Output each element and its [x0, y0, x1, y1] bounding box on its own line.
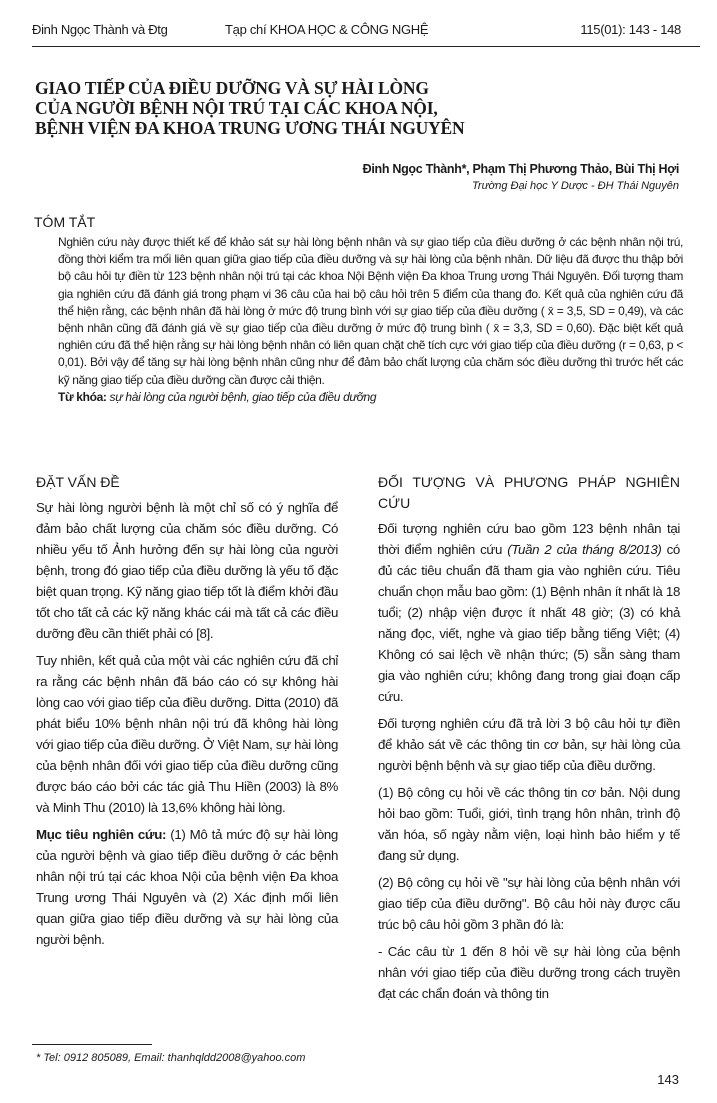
footnote: * Tel: 0912 805089, Email: thanhqldd2008@yahoo.com — [36, 1052, 306, 1064]
title-line: GIAO TIẾP CỦA ĐIỀU DƯỠNG VÀ SỰ HÀI LÒNG — [35, 78, 429, 98]
left-column — [36, 472, 338, 956]
running-author: Đinh Ngọc Thành và Đtg — [32, 22, 168, 37]
keywords-label: Từ khóa: — [58, 389, 107, 404]
header-rule — [32, 46, 700, 47]
paragraph: Sự hài lòng người bệnh là một chỉ số có ý nghĩa để đảm bảo chất lượng của chăm sóc điều dưỡng. Có nhiều yếu tố Ảnh hưởng đến sự hài lòng của người bệnh, trong đó giao tiếp của điều dưỡng là yếu tố đặc biệt quan trọng. Kỹ năng giao tiếp tốt là điểm khởi đầu tốt cho tất cả các kỹ năng khác cái mà tất cả các điều dưỡng đều cần thiết phải có [8]. — [36, 500, 338, 641]
authors: Đinh Ngọc Thành*, Phạm Thị Phương Thảo, Bùi Thị Hợi — [362, 162, 679, 176]
abstract — [58, 234, 683, 406]
objectives-label: Mục tiêu nghiên cứu: — [36, 827, 167, 842]
keywords-text: sự hài lòng của người bệnh, giao tiếp của điều dưỡng — [109, 389, 377, 404]
paragraph — [36, 824, 338, 950]
abstract-text: Nghiên cứu này được thiết kế để khảo sát sự hài lòng bệnh nhân và sự giao tiếp của điều dưỡng ở các bệnh nhân nội trú, đồng thời kiểm tra mối liên quan giữa giao tiếp của điều dưỡng và sự hài lòng của bệnh nhân. Dữ liệu đã được thu thập bởi bộ câu hỏi tự điền từ 123 bệnh nhân nội trú tại các khoa Nội Bệnh viện Đa khoa Trung ương Thái Nguyên. Đối tượng tham gia nghiên cứu đã đánh giá trong phạm vi 36 câu của hai bộ câu hỏi trên 5 điểm của thang đo. Kết quả của nghiên cứu đã thể hiện rằng, các bệnh nhân đã hài lòng ở mức độ trung bình với sự giao tiếp của điều dưỡng ( x̄ = 3,5, SD = 0,49), và các bệnh nhân cũng đã đánh giá về sự giao tiếp của điều dưỡng ở mức độ trung bình ( x̄ = 3,3, SD = 0,60). Đặc biệt kết quả nghiên cứu đã thể hiện rằng sự hài lòng bệnh nhân có liên quan chặt chẽ tích cực với giao tiếp của điều dưỡng (r = 0,63, p < 0,01). Bởi vậy để tăng sự hài lòng bệnh nhân cũng như để đảm bảo chất lượng của chăm sóc điều dưỡng thì trước hết các kỹ năng giao tiếp của điều dưỡng cần được cải thiện. — [58, 235, 683, 387]
title-line: CỦA NGƯỜI BỆNH NỘI TRÚ TẠI CÁC KHOA NỘI, — [35, 98, 438, 118]
footnote-rule — [32, 1044, 152, 1045]
text: có đủ các tiêu chuẩn đã tham gia vào nghiên cứu. Tiêu chuẩn chọn mẫu bao gồm: (1) Bệnh nhân ít nhất là 18 tuổi; (2) nhập viện được ít nhất 48 giờ; (3) có khả năng đọc, viết, nghe và giao tiếp bằng tiếng Việt; (4) Không có sai lệch về nhận thức; (5) sẵn sàng tham gia vào nghiên cứu; không đang trong giai đoạn cấp cứu. — [378, 542, 680, 704]
paragraph: Tuy nhiên, kết quả của một vài các nghiên cứu đã chỉ ra rằng các bệnh nhân đã báo cáo có sự không hài lòng cao với giao tiếp của điều dưỡng. Ditta (2010) đã phát biểu 10% bệnh nhân nội trú đã không hài lòng với giao tiếp của điều dưỡng. Ở Việt Nam, sự hài lòng của bệnh nhân đối với giao tiếp của điều dưỡng cũng được báo cáo bởi các tác giả Thu Hiền (2003) là 8% và Minh Thu (2010) là 13,6% không hài lòng. — [36, 653, 338, 815]
page-number: 143 — [657, 1072, 679, 1087]
section-heading: ĐẶT VẤN ĐỀ — [36, 474, 120, 490]
paragraph: Đối tượng nghiên cứu đã trả lời 3 bộ câu hỏi tự điền để khảo sát về các thông tin cơ bản, sự hài lòng của người bệnh bệnh và sự giao tiếp của điều dưỡng. — [378, 716, 680, 773]
right-column — [378, 472, 680, 1010]
paragraph: (1) Bộ công cụ hỏi về các thông tin cơ bản. Nội dung hỏi bao gồm: Tuổi, giới, tình trạng hôn nhân, trình độ văn hóa, số ngày nằm viện, loại hình bảo hiểm y tế đang sử dụng. — [378, 785, 680, 863]
section-heading: ĐỐI TƯỢNG VÀ PHƯƠNG PHÁP NGHIÊN CỨU — [378, 474, 680, 511]
paragraph: (2) Bộ công cụ hỏi về "sự hài lòng của bệnh nhân với giao tiếp của điều dưỡng". Bộ câu hỏi này được cấu trúc bộ câu hỏi gồm 3 phần đó là: — [378, 875, 680, 932]
journal-name: Tạp chí KHOA HỌC & CÔNG NGHỆ — [225, 22, 429, 37]
keywords — [58, 389, 683, 406]
issue-pages: 115(01): 143 - 148 — [580, 22, 681, 37]
text-italic: (Tuần 2 của tháng 8/2013) — [507, 542, 662, 557]
objectives-text: (1) Mô tả mức độ sự hài lòng của người bệnh và giao tiếp điều dưỡng ở các bệnh nhân nội trú tại các khoa Nội của bệnh viện Đa khoa Trung ương Thái Nguyên và (2) Xác định mối liên quan giữa giao tiếp điều dưỡng và sự hài lòng của người bệnh. — [36, 827, 338, 947]
paragraph — [378, 518, 680, 707]
affiliation: Trường Đại học Y Dược - ĐH Thái Nguyên — [472, 180, 679, 192]
paper-title — [35, 78, 464, 138]
title-line: BỆNH VIỆN ĐA KHOA TRUNG ƯƠNG THÁI NGUYÊN — [35, 118, 465, 138]
abstract-heading: TÓM TẮT — [34, 214, 96, 230]
paragraph: - Các câu từ 1 đến 8 hỏi về sự hài lòng của bệnh nhân với giao tiếp của điều dưỡng trong cách truyền đạt các chẩn đoán và thông tin — [378, 944, 680, 1001]
text: Đối tượng nghiên cứu bao gồm 123 bệnh nhân tại thời điểm nghiên cứu — [378, 521, 680, 557]
